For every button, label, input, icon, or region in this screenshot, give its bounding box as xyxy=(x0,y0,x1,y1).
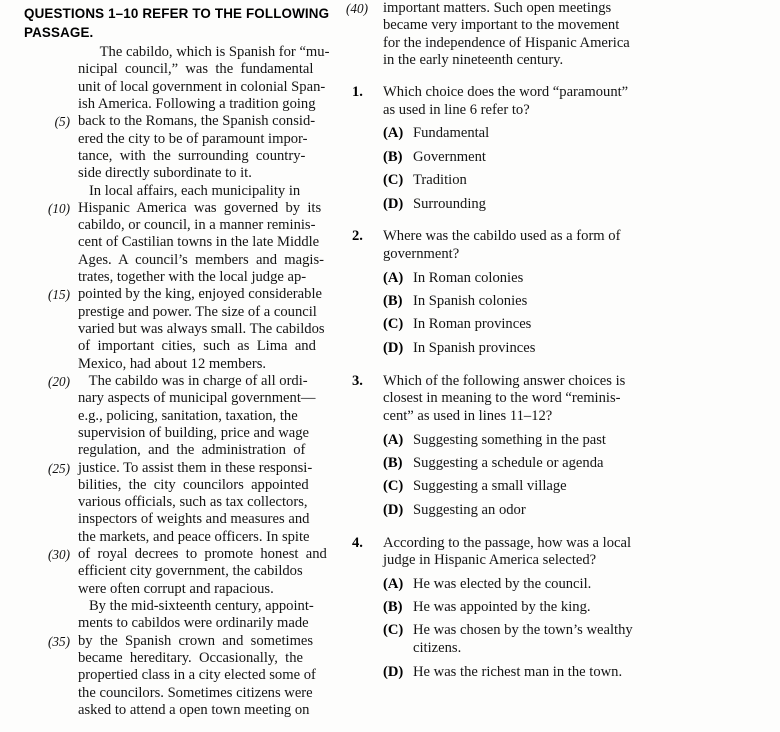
passage-line-text: were often corrupt and rapacious. xyxy=(78,580,274,597)
answer-choice-text: He was elected by the council. xyxy=(413,575,592,592)
passage-line-number: (15) xyxy=(48,287,70,303)
answer-choice-letter: (A) xyxy=(383,575,404,592)
answer-choice[interactable] xyxy=(383,149,780,167)
passage-line-number: (25) xyxy=(48,460,70,476)
passage-continuation xyxy=(348,0,780,69)
question-stem-line: According to the passage, how was a local xyxy=(383,534,632,551)
question-number: 1. xyxy=(352,84,363,101)
passage-body xyxy=(0,44,348,719)
passage-line-number: (20) xyxy=(48,373,70,389)
answer-choice-text: In Roman provinces xyxy=(413,316,532,333)
passage-line xyxy=(0,321,348,338)
passage-line-text: The cabildo, which is Spanish for “mu- xyxy=(78,44,330,60)
passage-line-text: bilities, the city councilors appointed xyxy=(78,476,309,493)
passage-line-text: unit of local government in colonial Span- xyxy=(78,78,326,95)
answer-choices xyxy=(383,432,780,520)
passage-line xyxy=(0,511,348,528)
passage-line-text: ered the city to be of paramount impor- xyxy=(78,130,308,147)
answer-choice-letter: (D) xyxy=(383,339,404,356)
passage-line xyxy=(0,61,348,78)
answer-choice-text: In Roman colonies xyxy=(413,269,524,286)
passage-column xyxy=(0,0,348,732)
passage-line-text: prestige and power. The size of a council xyxy=(78,303,317,320)
passage-line-text: for the independence of Hispanic America xyxy=(383,34,630,51)
passage-line-text: pointed by the king, enjoyed considerable xyxy=(78,286,322,303)
answer-choice-text: In Spanish colonies xyxy=(413,292,528,309)
section-heading xyxy=(0,4,348,42)
answer-choice[interactable] xyxy=(383,622,780,658)
passage-line xyxy=(0,408,348,425)
passage-line-text: varied but was always small. The cabildos xyxy=(78,321,325,337)
answer-choice-letter: (A) xyxy=(383,125,404,142)
passage-continuation-line xyxy=(348,35,780,52)
answer-choice-text: In Spanish provinces xyxy=(413,339,536,356)
passage-continuation-line xyxy=(348,17,780,34)
passage-line xyxy=(0,269,348,286)
answer-choice[interactable] xyxy=(383,664,780,682)
answer-choice-text: He was appointed by the king. xyxy=(413,599,591,616)
answer-choice-letter: (D) xyxy=(383,501,404,518)
passage-line xyxy=(0,44,348,61)
section-heading-line-2: PASSAGE. xyxy=(24,25,94,40)
passage-line xyxy=(0,148,348,165)
answer-choice-letter: (C) xyxy=(383,172,404,189)
answer-choice-text: Suggesting something in the past xyxy=(413,431,606,448)
answer-choice-letter: (B) xyxy=(383,454,403,471)
passage-line-text: nicipal council,” was the fundamental xyxy=(78,61,314,78)
passage-line-text: By the mid-sixteenth century, appoint- xyxy=(78,598,314,614)
question-stem xyxy=(383,373,780,426)
answer-choice[interactable] xyxy=(383,478,780,496)
answer-choice-letter: (C) xyxy=(383,478,404,495)
passage-line xyxy=(0,113,348,130)
passage-line-text: Mexico, had about 12 members. xyxy=(78,355,267,372)
answer-choice[interactable] xyxy=(383,196,780,214)
passage-line xyxy=(0,425,348,442)
passage-line xyxy=(0,200,348,217)
answer-choice-letter: (D) xyxy=(383,663,404,680)
answer-choice-letter: (C) xyxy=(383,622,404,639)
answer-choice-letter: (A) xyxy=(383,431,404,448)
answer-choice-text: Suggesting an odor xyxy=(413,501,526,518)
passage-line xyxy=(0,252,348,269)
answer-choice[interactable] xyxy=(383,576,780,594)
question-stem-line: government? xyxy=(383,246,460,263)
questions-column xyxy=(348,0,780,732)
passage-line xyxy=(0,79,348,96)
passage-line xyxy=(0,304,348,321)
passage-line-text: cabildo, or council, in a manner reminis- xyxy=(78,217,316,234)
passage-line-text: became hereditary. Occasionally, the xyxy=(78,649,304,666)
question-stem-line: as used in line 6 refer to? xyxy=(383,102,530,119)
passage-line-text: efficient city government, the cabildos xyxy=(78,563,303,580)
passage-line xyxy=(0,131,348,148)
passage-line xyxy=(0,442,348,459)
passage-line-text: the councilors. Sometimes citizens were xyxy=(78,684,313,701)
passage-line xyxy=(0,529,348,546)
passage-line-text: back to the Romans, the Spanish consid- xyxy=(78,113,316,130)
answer-choice[interactable] xyxy=(383,455,780,473)
passage-line-text: became very important to the movement xyxy=(383,17,620,34)
passage-line-text: in the early nineteenth century. xyxy=(383,51,564,68)
passage-line xyxy=(0,234,348,251)
passage-line-number: (30) xyxy=(48,547,70,563)
passage-line xyxy=(0,494,348,511)
passage-continuation-line xyxy=(348,52,780,69)
question-stem-line: closest in meaning to the word “reminis- xyxy=(383,390,621,407)
answer-choice-letter: (B) xyxy=(383,599,403,616)
passage-line-text: e.g., policing, sanitation, taxation, the xyxy=(78,407,298,424)
question-number: 2. xyxy=(352,228,363,245)
passage-line-text: ments to cabildos were ordinarily made xyxy=(78,615,309,632)
passage-line-text: inspectors of weights and measures and xyxy=(78,511,310,528)
passage-line-text: the markets, and peace officers. In spite xyxy=(78,528,310,545)
answer-choice[interactable] xyxy=(383,316,780,334)
passage-line-text: ish America. Following a tradition going xyxy=(78,95,316,112)
passage-line-text: propertied class in a city elected some of xyxy=(78,667,316,684)
answer-choice-text: Surrounding xyxy=(413,195,486,212)
passage-line-text: side directly subordinate to it. xyxy=(78,165,252,182)
passage-line-text: In local affairs, each municipality in xyxy=(78,182,301,199)
section-heading-line-1: QUESTIONS 1–10 REFER TO THE FOLLOWING xyxy=(24,6,330,21)
passage-line xyxy=(0,390,348,407)
answer-choice-text: Tradition xyxy=(413,172,467,189)
question-stem xyxy=(383,84,780,120)
passage-line-number: (40) xyxy=(346,1,368,16)
passage-line-text: by the Spanish crown and sometimes xyxy=(78,632,314,649)
passage-line xyxy=(0,615,348,632)
passage-line xyxy=(0,546,348,563)
question-stem xyxy=(383,535,780,571)
questions-list xyxy=(348,84,780,681)
answer-choice-letter: (D) xyxy=(383,195,404,212)
passage-line xyxy=(0,286,348,303)
passage-line xyxy=(0,563,348,580)
passage-line-text: supervision of building, price and wage xyxy=(78,424,310,441)
question-block xyxy=(348,535,780,682)
question-number: 3. xyxy=(352,372,363,389)
passage-line-number: (10) xyxy=(48,200,70,216)
passage-line xyxy=(0,598,348,615)
answer-choices xyxy=(383,125,780,213)
passage-line-text: of important cities, such as Lima and xyxy=(78,338,316,355)
answer-choice[interactable] xyxy=(383,432,780,450)
passage-line-text: The cabildo was in charge of all ordi- xyxy=(78,372,308,389)
passage-continuation-line xyxy=(348,0,780,17)
answer-choice-text: He was the richest man in the town. xyxy=(413,663,623,680)
passage-line xyxy=(0,667,348,684)
answer-choice-letter: (A) xyxy=(383,269,404,286)
passage-line xyxy=(0,460,348,477)
passage-line-text: Ages. A council’s members and magis- xyxy=(78,251,325,268)
passage-line-text: regulation, and the administration of xyxy=(78,442,306,459)
passage-line xyxy=(0,165,348,182)
question-number: 4. xyxy=(352,534,363,551)
answer-choice-letter: (B) xyxy=(383,148,403,165)
answer-choices xyxy=(383,576,780,682)
answer-choice[interactable] xyxy=(383,270,780,288)
answer-choice-text: Government xyxy=(413,148,486,165)
passage-line-text: justice. To assist them in these responsi- xyxy=(78,459,313,476)
passage-line xyxy=(0,338,348,355)
passage-line xyxy=(0,633,348,650)
passage-line-number: (5) xyxy=(54,114,70,130)
question-block xyxy=(348,228,780,357)
answer-choice[interactable] xyxy=(383,340,780,358)
question-block xyxy=(348,84,780,213)
answer-choice[interactable] xyxy=(383,502,780,520)
passage-line xyxy=(0,183,348,200)
passage-line xyxy=(0,373,348,390)
passage-line xyxy=(0,96,348,113)
question-stem-line: Which choice does the word “paramount” xyxy=(383,84,629,101)
answer-choice-text-wrap: citizens. xyxy=(413,640,462,657)
passage-line-text: Hispanic America was governed by its xyxy=(78,199,322,216)
answer-choice-text: He was chosen by the town’s wealthy xyxy=(413,622,633,639)
passage-line xyxy=(0,477,348,494)
question-stem-line: Where was the cabildo used as a form of xyxy=(383,228,621,245)
passage-line-text: cent of Castilian towns in the late Middle xyxy=(78,234,320,251)
question-stem-line: judge in Hispanic America selected? xyxy=(383,552,597,569)
answer-choice[interactable] xyxy=(383,293,780,311)
passage-line xyxy=(0,217,348,234)
answer-choice-text: Suggesting a small village xyxy=(413,478,567,495)
passage-line-text: of royal decrees to promote honest and xyxy=(78,546,327,563)
answer-choice[interactable] xyxy=(383,599,780,617)
passage-line-text: various officials, such as tax collectors, xyxy=(78,494,308,511)
answer-choice-text: Fundamental xyxy=(413,125,490,142)
answer-choices xyxy=(383,270,780,358)
passage-line xyxy=(0,581,348,598)
passage-line xyxy=(0,685,348,702)
passage-line-text: asked to attend a open town meeting on xyxy=(78,701,310,718)
passage-line-text: important matters. Such open meetings xyxy=(383,0,612,16)
answer-choice-letter: (B) xyxy=(383,292,403,309)
passage-line-text: tance, with the surrounding country- xyxy=(78,147,306,164)
answer-choice[interactable] xyxy=(383,172,780,190)
question-stem xyxy=(383,228,780,264)
answer-choice-text: Suggesting a schedule or agenda xyxy=(413,454,604,471)
answer-choice[interactable] xyxy=(383,125,780,143)
passage-line xyxy=(0,356,348,373)
question-stem-line: Which of the following answer choices is xyxy=(383,372,626,389)
passage-line xyxy=(0,650,348,667)
passage-line-text: trates, together with the local judge ap- xyxy=(78,269,307,286)
passage-line-number: (35) xyxy=(48,633,70,649)
question-stem-line: cent” as used in lines 11–12? xyxy=(383,408,553,425)
question-block xyxy=(348,373,780,520)
passage-line xyxy=(0,702,348,719)
passage-line-text: nary aspects of municipal government— xyxy=(78,390,316,407)
answer-choice-letter: (C) xyxy=(383,316,404,333)
